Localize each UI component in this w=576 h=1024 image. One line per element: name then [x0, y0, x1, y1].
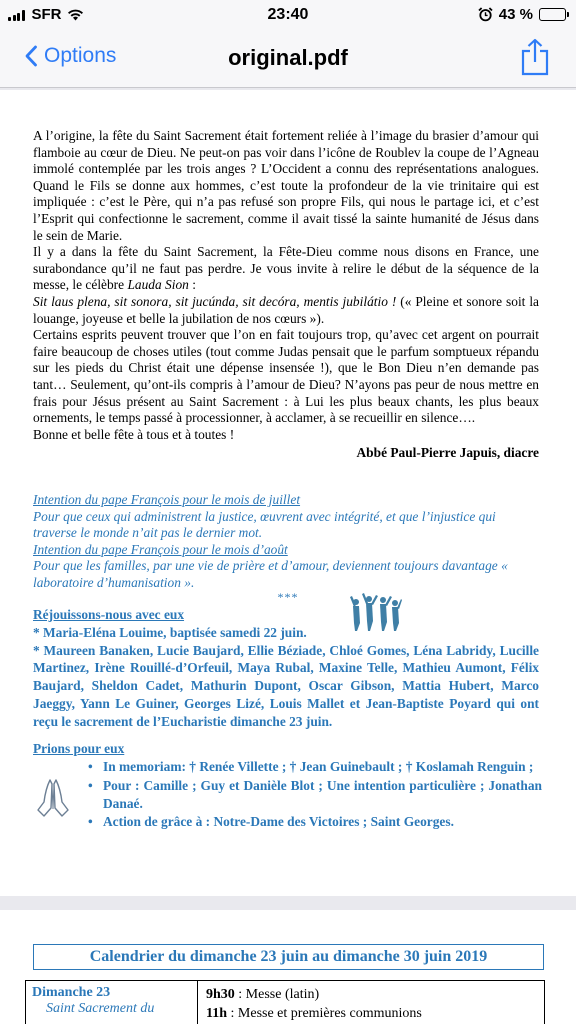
prions-list: [88, 758, 542, 832]
carrier-label: SFR: [31, 6, 62, 23]
intention-text: Pour que ceux qui administrent la justice, œuvrent avec intégrité, et que l’injustice qui traverse le monde n’ait pas le dernier mot.: [33, 508, 496, 541]
calendar-day-sub: Saint Sacrement du: [46, 1001, 155, 1016]
list-item: • Pour : Camille ; Guy et Danièle Blot ; Une intention particulière ; Jonathan Danaé.: [88, 777, 542, 813]
share-icon[interactable]: [520, 38, 550, 76]
list-item: • In memoriam: † Renée Villette ; † Jean Guinebault ; † Koslamah Renguin ;: [88, 758, 542, 776]
calendar-table: [25, 980, 545, 1024]
battery-icon: [539, 8, 566, 21]
calendar-entry: 11h : Messe et premières communions: [206, 1006, 422, 1021]
calendar-day: Dimanche 23: [32, 985, 111, 1000]
list-item: • Action de grâce à : Notre-Dame des Victoires ; Saint Georges.: [88, 813, 542, 831]
praying-hands-icon: [36, 776, 70, 818]
calendar-entries: [206, 985, 536, 1023]
editorial-text: [33, 128, 539, 462]
section-title: Prions pour eux: [33, 741, 125, 756]
back-button[interactable]: [24, 44, 116, 68]
pope-intentions: [33, 492, 539, 592]
signature: Abbé Paul-Pierre Japuis, diacre: [356, 445, 539, 461]
intention-title: Intention du pape François pour le mois d’août: [33, 541, 288, 557]
paragraph: Certains esprits peuvent trouver que l’on en fait toujours trop, qu’avec cet argent on pourrait faire beaucoup de choses utiles (tout comme Judas pensait que le parfum somptueux répandu sur les pieds du Christ était une dépense insensée !), que le Bon Dieu n’en demande pas tant… Seulement, qu’ont-ils compris à l’amour de Dieu? N’ayons pas peur de nous mettre en frais pour Jésus présent au Saint Sacrement : à Lui les plus beaux chants, les plus beaux ornements, le temps passé à processionner, à acclamer, à se recueillir en silence….: [33, 327, 539, 426]
battery-percent: 43 %: [498, 6, 533, 23]
paragraph: Bonne et belle fête à tous et à toutes !: [33, 426, 235, 442]
status-right: [478, 6, 566, 23]
lauda-sion: Lauda Sion: [127, 277, 189, 293]
latin-quote: Sit laus plena, sit sonora, sit jucúnda, sit decóra, mentis jubilátio ! (« Pleine et sonore soit la louange, joyeuse et belle la jubilation de nos cœurs »).: [33, 293, 539, 326]
rejouissons-section: [33, 606, 539, 731]
calendar-entry: 9h30 : Messe (latin): [206, 987, 320, 1002]
nav-bar: [0, 30, 576, 88]
alarm-icon: [478, 7, 493, 22]
intention-text: Pour que les familles, par une vie de prière et d’amour, deviennent toujours davantage « laboratoire d’humanisation ».: [33, 558, 508, 590]
status-bar: [0, 0, 576, 30]
pdf-page[interactable]: [0, 910, 576, 1024]
paragraph: Il y a dans la fête du Saint Sacrement, la Fête-Dieu comme nous disons en France, une surabondance qu’il ne faut pas perdre. Je vous invite à relire le début de la séquence de la messe, le célèbre Lauda Sion :: [33, 244, 539, 293]
chevron-left-icon: [24, 45, 38, 67]
status-time: 23:40: [267, 6, 309, 23]
list-item: * Maria-Eléna Louime, baptisée samedi 22 juin.: [33, 624, 307, 640]
section-title: Réjouissons-nous avec eux: [33, 607, 185, 622]
back-button-label: Options: [44, 44, 117, 67]
section-separator: ***: [277, 590, 299, 604]
pdf-page[interactable]: [0, 90, 576, 896]
paragraph: A l’origine, la fête du Saint Sacrement était fortement reliée à l’image du brasier d’amour qui flamboie au cœur de Dieu. Ne peut-on pas voir dans l’icône de Roublev la coupe de l’Agneau immolé contemplée par les trois anges ? L’Occident a connu des représentations analogues. Quand le Fils se donne aux hommes, c’est toute la profondeur de la vie trinitaire qui est impliquée : c’est le Père, qui n’a pas refusé son propre Fils, qui nous le partage ici, et c’est l’Esprit qui confectionne le sacrement, comme il avait tissé la sainte humanité de Jésus dans le sein de Marie.: [33, 128, 539, 243]
list-item: * Maureen Banaken, Lucie Baujard, Ellie Béziade, Chloé Gomes, Léna Labridy, Lucille Martinez, Irène Rouillé-d’Orfeuil, Maya Rubal, Maxine Telle, Mathieu Aumont, Félix Baujard, Sheldon Cadet, Mathurin Dupont, Oscar Gibson, Mattia Hubert, Marco Jaeggy, Yann Le Guiner, Georges Lizé, Louis Mallet et Jean-Baptiste Poyard qui ont reçu le sacrement de l’Eucharistie dimanche 23 juin.: [33, 642, 539, 729]
calendar-day-cell: [26, 981, 198, 1024]
calendar-title: Calendrier du dimanche 23 juin au dimanche 30 juin 2019: [33, 944, 544, 970]
intention-title: Intention du pape François pour le mois de juillet: [33, 492, 301, 507]
document-title: original.pdf: [228, 45, 348, 70]
